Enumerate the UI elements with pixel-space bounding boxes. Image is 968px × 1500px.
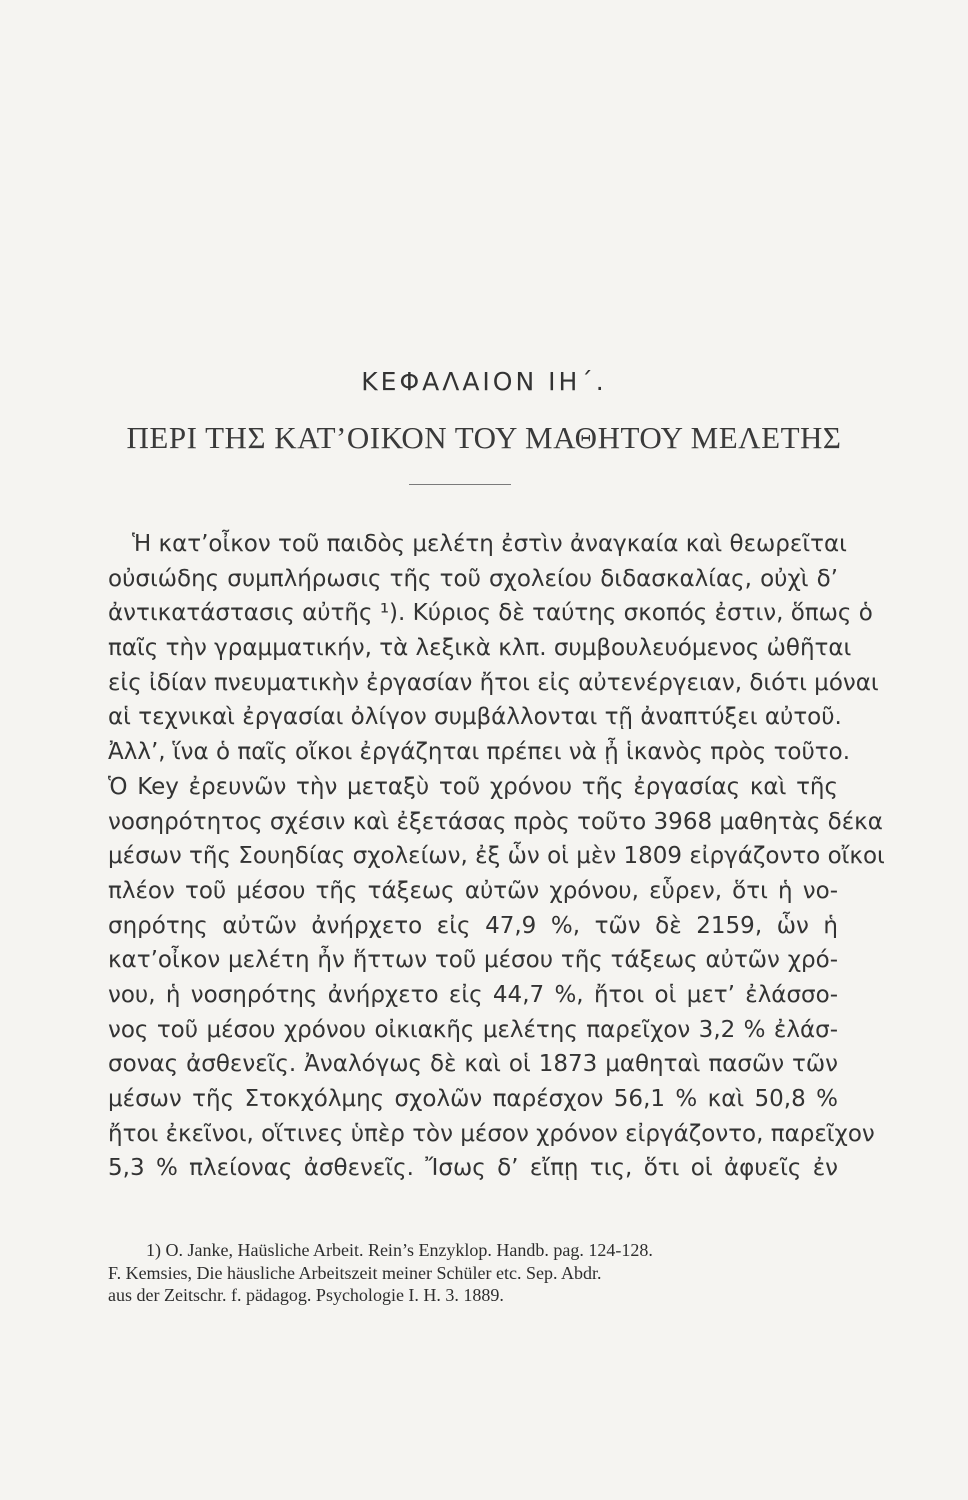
- footnote-line: aus der Zeitschr. f. pädagog. Psychologie I. H. 3. 1889.: [108, 1285, 504, 1305]
- body-line: νος τοῦ μέσου χρόνου οἰκιακῆς μελέτης παρεῖχον 3,2 % ἐλάσ-: [108, 1016, 838, 1043]
- chapter-heading: ΚΕΦΑΛΑΙΟΝ ΙΗ΄.: [361, 367, 607, 396]
- body-line: σηρότης αὐτῶν ἀνήρχετο εἰς 47,9 %, τῶν δὲ 2159, ὧν ἡ: [108, 912, 838, 939]
- body-line: παῖς τὴν γραμματικήν, τὰ λεξικὰ κλπ. συμβουλευόμενος ὠθῆται: [108, 635, 852, 662]
- body-line: αἱ τεχνικαὶ ἐργασίαι ὀλίγον συμβάλλονται τῇ ἀναπτύξει αὐτοῦ.: [108, 704, 842, 731]
- body-text: [108, 527, 885, 1186]
- body-line: νου, ἡ νοσηρότης ἀνήρχετο εἰς 44,7 %, ἤτοι οἱ μετ’ ἐλάσσο-: [108, 981, 838, 1008]
- footnotes: [108, 1239, 838, 1307]
- body-line: μέσων τῆς Στοκχόλμης σχολῶν παρέσχον 56,1 % καὶ 50,8 %: [108, 1086, 838, 1112]
- footnote-line: 1) O. Janke, Haüsliche Arbeit. Rein’s Enzyklop. Handb. pag. 124-128.: [146, 1240, 653, 1260]
- body-line: οὐσιώδης συμπλήρωσις τῆς τοῦ σχολείου διδασκαλίας, οὐχὶ δ’: [108, 565, 838, 592]
- footnote-line: F. Kemsies, Die häusliche Arbeitszeit meiner Schüler etc. Sep. Abdr.: [108, 1262, 602, 1283]
- body-line: Ὁ Key ἐρευνῶν τὴν μεταξὺ τοῦ χρόνου τῆς ἐργασίας καὶ τῆς: [108, 773, 838, 800]
- body-line: εἰς ἰδίαν πνευματικὴν ἐργασίαν ἤτοι εἰς αὐτενέργειαν, διότι μόναι: [108, 669, 879, 696]
- body-line: ἀντικατάστασις αὐτῆς ¹). Κύριος δὲ ταύτης σκοπός ἐστιν, ὅπως ὁ: [108, 600, 873, 627]
- body-line: πλέον τοῦ μέσου τῆς τάξεως αὐτῶν χρόνου, εὗρεν, ὅτι ἡ νο-: [108, 877, 838, 904]
- title-divider: [409, 484, 511, 485]
- body-line: σονας ἀσθενεῖς. Ἀναλόγως δὲ καὶ οἱ 1873 μαθηταὶ πασῶν τῶν: [108, 1051, 838, 1078]
- chapter-subtitle: ΠΕΡΙ ΤΗΣ ΚΑΤ’ΟΙΚΟΝ ΤΟΥ ΜΑΘΗΤΟΥ ΜΕΛΕΤΗΣ: [126, 420, 842, 455]
- body-line: κατ’οἶκον μελέτη ἦν ἥττων τοῦ μέσου τῆς τάξεως αὐτῶν χρό-: [108, 947, 838, 974]
- body-line: μέσων τῆς Σουηδίας σχολείων, ἐξ ὧν οἱ μὲν 1809 εἰργάζοντο οἴκοι: [108, 843, 885, 870]
- body-line: 5,3 % πλείονας ἀσθενεῖς. Ἴσως δ’ εἴπῃ τις, ὅτι οἱ ἀφυεῖς ἐν: [108, 1155, 838, 1182]
- body-line: Ἡ κατ’οἶκον τοῦ παιδὸς μελέτη ἐστὶν ἀναγκαία καὶ θεωρεῖται: [132, 531, 847, 557]
- body-line: ἤτοι ἐκεῖνοι, οἵτινες ὑπὲρ τὸν μέσον χρόνον εἰργάζοντο, παρεῖχον: [108, 1120, 875, 1147]
- body-line: Ἀλλ’, ἵνα ὁ παῖς οἴκοι ἐργάζηται πρέπει νὰ ᾖ ἱκανὸς πρὸς τοῦτο.: [108, 739, 851, 766]
- body-line: νοσηρότητος σχέσιν καὶ ἐξετάσας πρὸς τοῦτο 3968 μαθητὰς δέκα: [108, 808, 883, 835]
